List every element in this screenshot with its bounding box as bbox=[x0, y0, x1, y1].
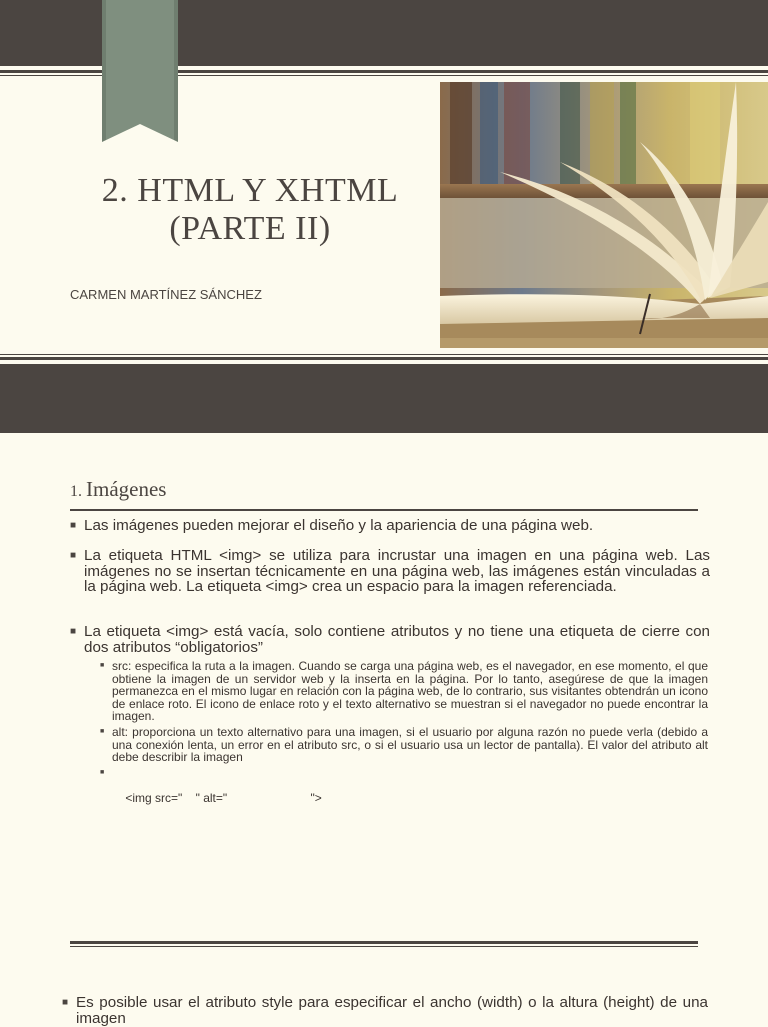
sub-bullet-item bbox=[100, 725, 708, 765]
ribbon-notch bbox=[102, 124, 178, 142]
footer-rule-thick bbox=[70, 941, 698, 944]
bullet-item bbox=[70, 624, 710, 655]
bullet-item bbox=[70, 518, 710, 534]
sub-bullet-code: <img src=" " alt=" "> bbox=[125, 791, 322, 806]
title-line-1: 2. HTML Y XHTML bbox=[101, 172, 399, 209]
bullet-text: La etiqueta HTML <img> se utiliza para incrustar una imagen en una página web. Las imágenes no se insertan técnicamente en una página web, las imágenes están vinculadas a la página web. La etiqueta <img> crea un espacio para la imagen referenciada. bbox=[84, 547, 710, 595]
slide-title bbox=[60, 172, 440, 248]
bottom-rule-thick bbox=[0, 357, 768, 360]
next-bullet-text: Es posible usar el atributo style para especificar el ancho (width) o la altura (height) de una imagen bbox=[76, 994, 708, 1027]
open-book-icon bbox=[440, 82, 768, 348]
bottom-rule-thin bbox=[0, 354, 768, 355]
sub-bullet-text: src: especifica la ruta a la imagen. Cuando se carga una página web, es el navegador, en ese momento, el que obtiene la imagen de un servidor web y la inserta en la página. Por lo tanto, asegúrese de que la imagen permanezca en el mismo lugar en relación con la página web, de lo contrario, sus visitantes obtendrán un icono de enlace roto. El icono de enlace roto y el texto alternativo se muestran si el navegador no puede encontrar la imagen. bbox=[112, 659, 708, 724]
sub-bullet-square-icon: ■ bbox=[100, 728, 105, 735]
content-slide bbox=[0, 433, 768, 1027]
bullet-item bbox=[70, 548, 710, 595]
section-number: 1. bbox=[70, 483, 82, 500]
sub-bullet-square-icon: ■ bbox=[100, 769, 105, 776]
bullet-square-icon: ■ bbox=[70, 550, 77, 561]
sub-bullet-item bbox=[100, 767, 708, 817]
bottom-band bbox=[0, 364, 768, 433]
section-title: Imágenes bbox=[86, 477, 167, 501]
sub-bullet-item bbox=[100, 659, 708, 724]
ribbon-edge-right bbox=[174, 0, 178, 142]
section-rule bbox=[70, 509, 698, 511]
section-heading bbox=[70, 477, 166, 502]
bullet-square-icon: ■ bbox=[70, 626, 77, 637]
sub-bullet-square-icon: ■ bbox=[100, 662, 105, 669]
sub-bullet-text: alt: proporciona un texto alternativo para una imagen, si el usuario por alguna razón no puede verla (debido a una conexión lenta, un error en el atributo src, o si el usuario usa un lector de pantalla). El valor del atributo alt debe describir la imagen bbox=[112, 725, 708, 765]
bullet-text: Las imágenes pueden mejorar el diseño y la apariencia de una página web. bbox=[84, 517, 594, 534]
ribbon-edge-left bbox=[102, 0, 106, 142]
footer-rule-thin bbox=[70, 946, 698, 947]
bullet-square-icon: ■ bbox=[70, 520, 77, 531]
bookmark-ribbon bbox=[102, 0, 178, 142]
open-book-image bbox=[440, 82, 768, 348]
next-bullet-item bbox=[62, 995, 708, 1026]
bullet-text: La etiqueta <img> está vacía, solo contiene atributos y no tiene una etiqueta de cierre con dos atributos “obligatorios” bbox=[84, 623, 710, 656]
title-slide bbox=[0, 0, 768, 433]
bullet-square-icon: ■ bbox=[62, 997, 69, 1008]
title-line-2: (PARTE II) bbox=[169, 210, 331, 247]
author-name: CARMEN MARTÍNEZ SÁNCHEZ bbox=[70, 287, 262, 302]
